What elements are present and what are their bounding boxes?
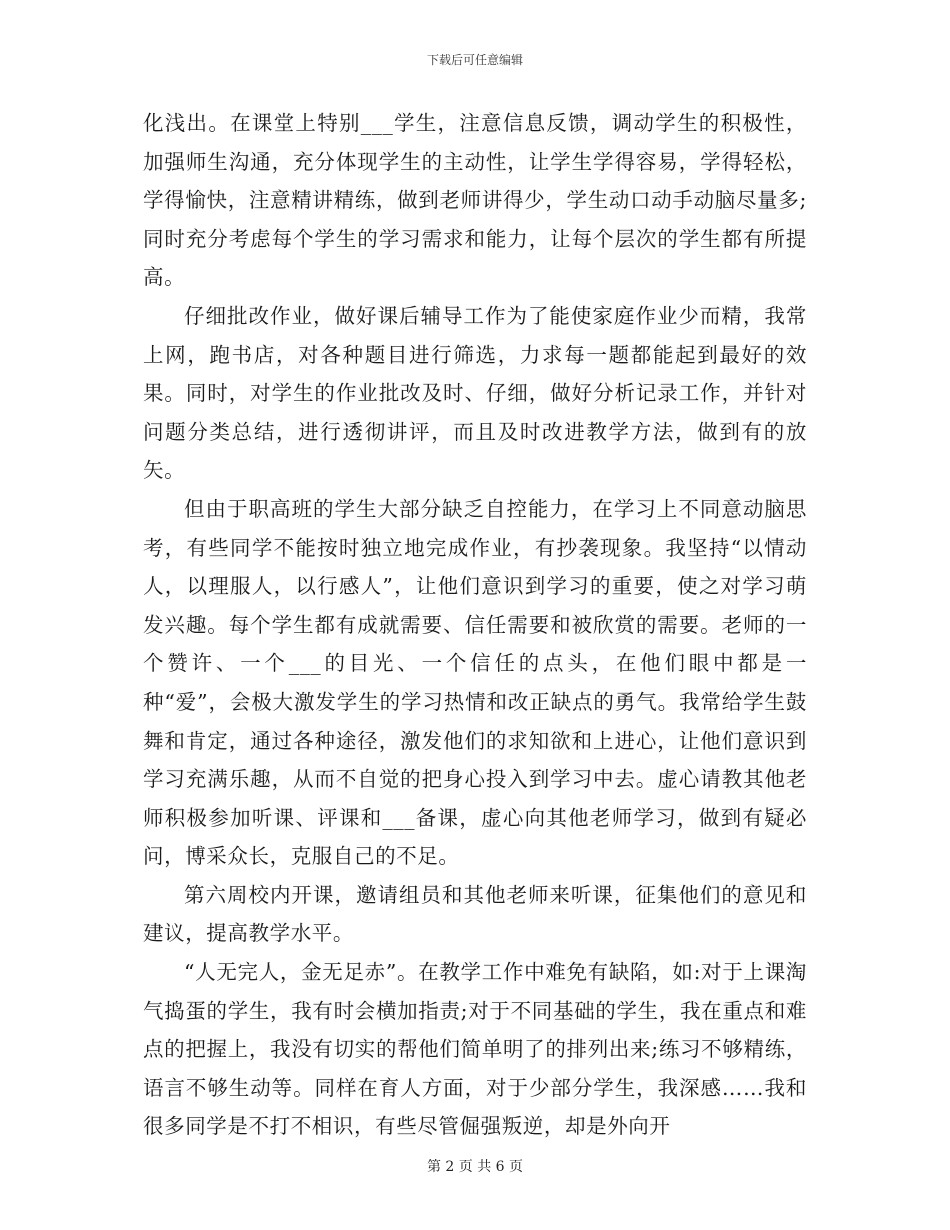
paragraph-shortcomings: “人无完人，金无足赤”。在教学工作中难免有缺陷，如:对于上课淘气捣蛋的学生，我有时会横加指责;对于不同基础的学生，我在重点和难点的把握上，我没有切实的帮他们简单明了的排列出来;练习不够精练，语言不够生动等。同样在育人方面，对于少部分学生，我深感……我和很多同学是不打不相识，有些尽管倔强叛逆，却是外向开 [143,960,807,1139]
page-header: 下载后可任意编辑 [426,53,523,67]
document-body [143,104,807,1146]
paragraph-motivation: 但由于职高班的学生大部分缺乏自控能力，在学习上不同意动脑思考，有些同学不能按时独立地完成作业，有抄袭现象。我坚持“以情动人，以理服人，以行感人”，让他们意识到学习的重要，使之对学习萌发兴趣。每个学生都有成就需要、信任需要和被欣赏的需要。老师的一个赞许、一个___的目光、一个信任的点头，在他们眼中都是一种“爱”，会极大激发学生的学习热情和改正缺点的勇气。我常给学生鼓舞和肯定，通过各种途径，激发他们的求知欲和上进心，让他们意识到学习充满乐趣，从而不自觉的把身心投入到学习中去。虚心请教其他老师积极参加听课、评课和___备课，虚心向其他老师学习，做到有疑必问，博采众长，克服自己的不足。 [143,496,807,869]
page-footer: 第 2 页 共 6 页 [426,1159,524,1175]
paragraph-continued: 化浅出。在课堂上特别___学生，注意信息反馈，调动学生的积极性，加强师生沟通，充分体现学生的主动性，让学生学得容易，学得轻松，学得愉快，注意精讲精练，做到老师讲得少，学生动口动手动脑尽量多;同时充分考虑每个学生的学习需求和能力，让每个层次的学生都有所提高。 [143,111,807,290]
paragraph-homework: 仔细批改作业，做好课后辅导工作为了能使家庭作业少而精，我常上网，跑书店，对各种题目进行筛选，力求每一题都能起到最好的效果。同时，对学生的作业批改及时、仔细，做好分析记录工作，并针对问题分类总结，进行透彻讲评，而且及时改进教学方法，做到有的放矢。 [143,303,807,483]
paragraph-open-class: 第六周校内开课，邀请组员和其他老师来听课，征集他们的意见和建议，提高教学水平。 [143,882,807,946]
